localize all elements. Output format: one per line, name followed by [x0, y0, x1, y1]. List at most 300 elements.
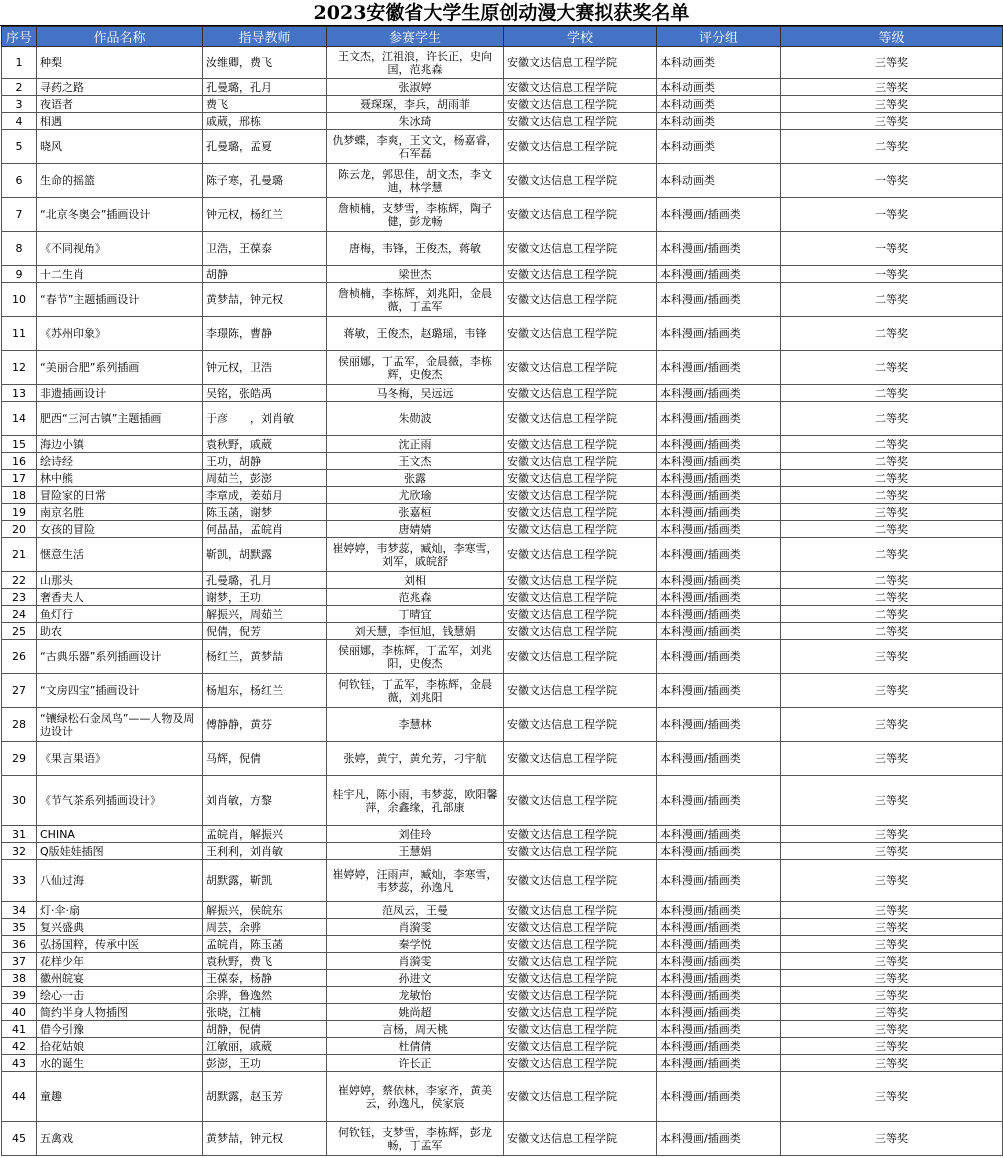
cell-no[interactable]: 20: [2, 521, 37, 538]
cell-no[interactable]: 10: [2, 283, 37, 317]
cell-work[interactable]: 晓风: [37, 130, 203, 164]
cell-no[interactable]: 3: [2, 96, 37, 113]
cell-students[interactable]: 詹桢楠，支梦雪，李栋辉，陶子健，彭龙畅: [327, 198, 504, 232]
cell-students[interactable]: 尤欣瑜: [327, 487, 504, 504]
cell-no[interactable]: 22: [2, 572, 37, 589]
cell-teacher[interactable]: 马辉，倪倩: [203, 742, 327, 776]
cell-students[interactable]: 詹桢楠，李栋辉，刘兆阳，金晨薇，丁孟军: [327, 283, 504, 317]
cell-school[interactable]: 安徽文达信息工程学院: [504, 487, 657, 504]
cell-school[interactable]: 安徽文达信息工程学院: [504, 674, 657, 708]
cell-school[interactable]: 安徽文达信息工程学院: [504, 640, 657, 674]
cell-level[interactable]: 二等奖: [781, 487, 1003, 504]
cell-teacher[interactable]: 胡默露，赵玉芳: [203, 1072, 327, 1122]
cell-no[interactable]: 41: [2, 1021, 37, 1038]
cell-level[interactable]: 一等奖: [781, 164, 1003, 198]
cell-teacher[interactable]: 王葆泰，杨静: [203, 970, 327, 987]
cell-work[interactable]: 非遗插画设计: [37, 385, 203, 402]
cell-work[interactable]: 鱼灯行: [37, 606, 203, 623]
cell-school[interactable]: 安徽文达信息工程学院: [504, 589, 657, 606]
cell-level[interactable]: 三等奖: [781, 987, 1003, 1004]
cell-no[interactable]: 5: [2, 130, 37, 164]
cell-teacher[interactable]: 袁秋野，费飞: [203, 953, 327, 970]
cell-group[interactable]: 本科漫画/插画类: [657, 970, 781, 987]
cell-work[interactable]: 灯·伞·扇: [37, 902, 203, 919]
cell-group[interactable]: 本科动画类: [657, 47, 781, 79]
cell-no[interactable]: 29: [2, 742, 37, 776]
cell-teacher[interactable]: 孔曼璐，孟夏: [203, 130, 327, 164]
cell-work[interactable]: 生命的摇篮: [37, 164, 203, 198]
cell-level[interactable]: 二等奖: [781, 589, 1003, 606]
cell-group[interactable]: 本科漫画/插画类: [657, 843, 781, 860]
cell-no[interactable]: 8: [2, 232, 37, 266]
cell-school[interactable]: 安徽文达信息工程学院: [504, 164, 657, 198]
cell-level[interactable]: 三等奖: [781, 79, 1003, 96]
cell-students[interactable]: 侯丽娜，李栋辉，丁孟军，刘兆阳，史俊杰: [327, 640, 504, 674]
cell-level[interactable]: 二等奖: [781, 351, 1003, 385]
cell-level[interactable]: 三等奖: [781, 860, 1003, 902]
cell-students[interactable]: 唐婧婧: [327, 521, 504, 538]
cell-no[interactable]: 33: [2, 860, 37, 902]
cell-school[interactable]: 安徽文达信息工程学院: [504, 1038, 657, 1055]
cell-students[interactable]: 唐梅，韦锋，王俊杰，蒋敏: [327, 232, 504, 266]
cell-school[interactable]: 安徽文达信息工程学院: [504, 96, 657, 113]
cell-teacher[interactable]: 王功，胡静: [203, 453, 327, 470]
cell-work[interactable]: 《果言果语》: [37, 742, 203, 776]
cell-work[interactable]: 童趣: [37, 1072, 203, 1122]
cell-level[interactable]: 二等奖: [781, 606, 1003, 623]
header-level[interactable]: 等级: [781, 27, 1003, 47]
cell-level[interactable]: 二等奖: [781, 385, 1003, 402]
cell-group[interactable]: 本科漫画/插画类: [657, 776, 781, 826]
cell-teacher[interactable]: 何晶晶，孟皖肖: [203, 521, 327, 538]
cell-no[interactable]: 43: [2, 1055, 37, 1072]
cell-students[interactable]: 刘佳玲: [327, 826, 504, 843]
cell-level[interactable]: 二等奖: [781, 521, 1003, 538]
cell-group[interactable]: 本科漫画/插画类: [657, 351, 781, 385]
cell-no[interactable]: 40: [2, 1004, 37, 1021]
cell-students[interactable]: 朱勋波: [327, 402, 504, 436]
cell-teacher[interactable]: 戚葳，邢栋: [203, 113, 327, 130]
cell-group[interactable]: 本科漫画/插画类: [657, 453, 781, 470]
cell-school[interactable]: 安徽文达信息工程学院: [504, 283, 657, 317]
cell-work[interactable]: 相遇: [37, 113, 203, 130]
cell-no[interactable]: 25: [2, 623, 37, 640]
cell-teacher[interactable]: 解振兴，周茹兰: [203, 606, 327, 623]
cell-group[interactable]: 本科漫画/插画类: [657, 1072, 781, 1122]
cell-work[interactable]: 寻药之路: [37, 79, 203, 96]
cell-no[interactable]: 4: [2, 113, 37, 130]
cell-school[interactable]: 安徽文达信息工程学院: [504, 1004, 657, 1021]
cell-no[interactable]: 6: [2, 164, 37, 198]
cell-teacher[interactable]: 黄梦喆，钟元权: [203, 1122, 327, 1156]
cell-work[interactable]: 肥西“三河古镇”主题插画: [37, 402, 203, 436]
cell-work[interactable]: 女孩的冒险: [37, 521, 203, 538]
cell-work[interactable]: 复兴盛典: [37, 919, 203, 936]
cell-work[interactable]: 惬意生活: [37, 538, 203, 572]
cell-students[interactable]: 陈云龙，郭思佳，胡文杰，李文迪，林学慧: [327, 164, 504, 198]
cell-group[interactable]: 本科漫画/插画类: [657, 521, 781, 538]
cell-group[interactable]: 本科漫画/插画类: [657, 623, 781, 640]
cell-no[interactable]: 31: [2, 826, 37, 843]
cell-students[interactable]: 仇梦蝶，李爽，王文文，杨嘉睿，石军磊: [327, 130, 504, 164]
cell-level[interactable]: 二等奖: [781, 402, 1003, 436]
cell-students[interactable]: 梁世杰: [327, 266, 504, 283]
cell-school[interactable]: 安徽文达信息工程学院: [504, 351, 657, 385]
cell-students[interactable]: 姚尚超: [327, 1004, 504, 1021]
cell-school[interactable]: 安徽文达信息工程学院: [504, 521, 657, 538]
cell-level[interactable]: 三等奖: [781, 919, 1003, 936]
cell-work[interactable]: 《节气茶系列插画设计》: [37, 776, 203, 826]
cell-no[interactable]: 27: [2, 674, 37, 708]
cell-students[interactable]: 张婷，黄宁，黄允芳，刁宇航: [327, 742, 504, 776]
cell-school[interactable]: 安徽文达信息工程学院: [504, 970, 657, 987]
cell-level[interactable]: 二等奖: [781, 453, 1003, 470]
cell-school[interactable]: 安徽文达信息工程学院: [504, 987, 657, 1004]
header-school[interactable]: 学校: [504, 27, 657, 47]
cell-teacher[interactable]: 李璟陈，曹静: [203, 317, 327, 351]
cell-students[interactable]: 王慧娟: [327, 843, 504, 860]
cell-level[interactable]: 三等奖: [781, 953, 1003, 970]
cell-level[interactable]: 三等奖: [781, 1122, 1003, 1156]
cell-level[interactable]: 三等奖: [781, 776, 1003, 826]
cell-students[interactable]: 何钦钰，支梦雪，李栋辉，彭龙畅，丁孟军: [327, 1122, 504, 1156]
cell-level[interactable]: 三等奖: [781, 902, 1003, 919]
cell-students[interactable]: 何钦钰，丁孟军，李栋辉，金晨薇，刘兆阳: [327, 674, 504, 708]
cell-teacher[interactable]: 汝维卿，费飞: [203, 47, 327, 79]
cell-group[interactable]: 本科漫画/插画类: [657, 504, 781, 521]
cell-students[interactable]: 王文杰，江祖浪，许长正，史向国，范兆森: [327, 47, 504, 79]
cell-no[interactable]: 15: [2, 436, 37, 453]
cell-no[interactable]: 36: [2, 936, 37, 953]
cell-students[interactable]: 聂琛琛，李兵，胡雨菲: [327, 96, 504, 113]
cell-group[interactable]: 本科漫画/插画类: [657, 826, 781, 843]
cell-work[interactable]: 拾花姑娘: [37, 1038, 203, 1055]
cell-teacher[interactable]: 孔曼璐，孔月: [203, 572, 327, 589]
cell-students[interactable]: 崔婷婷，蔡依林，李家齐，黄美云，孙逸凡，侯家宸: [327, 1072, 504, 1122]
cell-students[interactable]: 刘天慧，李恒旭，钱慧娟: [327, 623, 504, 640]
cell-work[interactable]: “文房四宝”插画设计: [37, 674, 203, 708]
cell-teacher[interactable]: 胡静: [203, 266, 327, 283]
cell-school[interactable]: 安徽文达信息工程学院: [504, 232, 657, 266]
cell-school[interactable]: 安徽文达信息工程学院: [504, 843, 657, 860]
cell-school[interactable]: 安徽文达信息工程学院: [504, 538, 657, 572]
cell-teacher[interactable]: 倪倩，倪芳: [203, 623, 327, 640]
cell-level[interactable]: 三等奖: [781, 970, 1003, 987]
cell-no[interactable]: 45: [2, 1122, 37, 1156]
cell-school[interactable]: 安徽文达信息工程学院: [504, 919, 657, 936]
cell-work[interactable]: 借今引豫: [37, 1021, 203, 1038]
cell-students[interactable]: 肖漪雯: [327, 953, 504, 970]
cell-no[interactable]: 42: [2, 1038, 37, 1055]
cell-no[interactable]: 30: [2, 776, 37, 826]
cell-work[interactable]: 助农: [37, 623, 203, 640]
cell-no[interactable]: 7: [2, 198, 37, 232]
cell-students[interactable]: 许长正: [327, 1055, 504, 1072]
cell-school[interactable]: 安徽文达信息工程学院: [504, 708, 657, 742]
cell-no[interactable]: 21: [2, 538, 37, 572]
cell-students[interactable]: 刘相: [327, 572, 504, 589]
cell-group[interactable]: 本科漫画/插画类: [657, 317, 781, 351]
cell-teacher[interactable]: 吴铭，张皓禹: [203, 385, 327, 402]
cell-group[interactable]: 本科漫画/插画类: [657, 708, 781, 742]
cell-teacher[interactable]: 江敏丽，戚葳: [203, 1038, 327, 1055]
cell-school[interactable]: 安徽文达信息工程学院: [504, 606, 657, 623]
cell-school[interactable]: 安徽文达信息工程学院: [504, 1072, 657, 1122]
cell-students[interactable]: 丁晴宜: [327, 606, 504, 623]
cell-work[interactable]: “古典乐器”系列插画设计: [37, 640, 203, 674]
cell-students[interactable]: 崔婷婷，韦梦蕊，臧灿，李寒雪，刘军，戚皖舒: [327, 538, 504, 572]
cell-students[interactable]: 龙敏怡: [327, 987, 504, 1004]
cell-work[interactable]: “春节”主题插画设计: [37, 283, 203, 317]
cell-students[interactable]: 马冬梅，吴远远: [327, 385, 504, 402]
cell-group[interactable]: 本科动画类: [657, 79, 781, 96]
cell-no[interactable]: 28: [2, 708, 37, 742]
cell-work[interactable]: 十二生肖: [37, 266, 203, 283]
cell-group[interactable]: 本科漫画/插画类: [657, 902, 781, 919]
cell-level[interactable]: 三等奖: [781, 504, 1003, 521]
cell-school[interactable]: 安徽文达信息工程学院: [504, 1122, 657, 1156]
header-no[interactable]: 序号: [2, 27, 37, 47]
cell-level[interactable]: 三等奖: [781, 640, 1003, 674]
cell-school[interactable]: 安徽文达信息工程学院: [504, 860, 657, 902]
cell-no[interactable]: 14: [2, 402, 37, 436]
cell-work[interactable]: 林中熊: [37, 470, 203, 487]
cell-group[interactable]: 本科漫画/插画类: [657, 487, 781, 504]
cell-group[interactable]: 本科漫画/插画类: [657, 742, 781, 776]
cell-level[interactable]: 三等奖: [781, 1072, 1003, 1122]
cell-teacher[interactable]: 袁秋野，戚葳: [203, 436, 327, 453]
cell-work[interactable]: 八仙过海: [37, 860, 203, 902]
cell-teacher[interactable]: 卫浩，王葆泰: [203, 232, 327, 266]
cell-work[interactable]: 水的诞生: [37, 1055, 203, 1072]
cell-work[interactable]: “镶绿松石金凤鸟”——人物及周边设计: [37, 708, 203, 742]
cell-no[interactable]: 24: [2, 606, 37, 623]
cell-no[interactable]: 35: [2, 919, 37, 936]
cell-group[interactable]: 本科漫画/插画类: [657, 606, 781, 623]
cell-no[interactable]: 23: [2, 589, 37, 606]
cell-no[interactable]: 2: [2, 79, 37, 96]
cell-work[interactable]: 《不同视角》: [37, 232, 203, 266]
cell-work[interactable]: 夜语者: [37, 96, 203, 113]
cell-no[interactable]: 34: [2, 902, 37, 919]
cell-no[interactable]: 17: [2, 470, 37, 487]
header-work[interactable]: 作品名称: [37, 27, 203, 47]
cell-group[interactable]: 本科漫画/插画类: [657, 674, 781, 708]
cell-group[interactable]: 本科漫画/插画类: [657, 1122, 781, 1156]
cell-students[interactable]: 杜倩倩: [327, 1038, 504, 1055]
cell-level[interactable]: 三等奖: [781, 1021, 1003, 1038]
cell-teacher[interactable]: 孔曼璐，孔月: [203, 79, 327, 96]
cell-teacher[interactable]: 张晓，江楠: [203, 1004, 327, 1021]
cell-school[interactable]: 安徽文达信息工程学院: [504, 572, 657, 589]
cell-level[interactable]: 二等奖: [781, 436, 1003, 453]
cell-teacher[interactable]: 靳凯，胡默露: [203, 538, 327, 572]
cell-school[interactable]: 安徽文达信息工程学院: [504, 453, 657, 470]
cell-group[interactable]: 本科漫画/插画类: [657, 572, 781, 589]
cell-school[interactable]: 安徽文达信息工程学院: [504, 130, 657, 164]
cell-school[interactable]: 安徽文达信息工程学院: [504, 902, 657, 919]
cell-teacher[interactable]: 胡静，倪倩: [203, 1021, 327, 1038]
cell-work[interactable]: 简约半身人物插图: [37, 1004, 203, 1021]
cell-level[interactable]: 三等奖: [781, 708, 1003, 742]
cell-school[interactable]: 安徽文达信息工程学院: [504, 47, 657, 79]
cell-group[interactable]: 本科漫画/插画类: [657, 640, 781, 674]
cell-level[interactable]: 三等奖: [781, 826, 1003, 843]
cell-level[interactable]: 二等奖: [781, 283, 1003, 317]
cell-level[interactable]: 三等奖: [781, 742, 1003, 776]
cell-level[interactable]: 三等奖: [781, 1038, 1003, 1055]
cell-level[interactable]: 一等奖: [781, 232, 1003, 266]
cell-teacher[interactable]: 孟皖肖，解振兴: [203, 826, 327, 843]
cell-group[interactable]: 本科漫画/插画类: [657, 1021, 781, 1038]
cell-teacher[interactable]: 杨旭东，杨红兰: [203, 674, 327, 708]
cell-level[interactable]: 三等奖: [781, 674, 1003, 708]
cell-no[interactable]: 44: [2, 1072, 37, 1122]
cell-work[interactable]: 绘诗经: [37, 453, 203, 470]
cell-no[interactable]: 13: [2, 385, 37, 402]
cell-teacher[interactable]: 刘肖敏，方黎: [203, 776, 327, 826]
cell-no[interactable]: 26: [2, 640, 37, 674]
cell-school[interactable]: 安徽文达信息工程学院: [504, 79, 657, 96]
cell-group[interactable]: 本科漫画/插画类: [657, 402, 781, 436]
cell-group[interactable]: 本科漫画/插画类: [657, 266, 781, 283]
cell-school[interactable]: 安徽文达信息工程学院: [504, 936, 657, 953]
cell-students[interactable]: 范凤云，王曼: [327, 902, 504, 919]
cell-students[interactable]: 张嘉桓: [327, 504, 504, 521]
cell-level[interactable]: 三等奖: [781, 843, 1003, 860]
cell-group[interactable]: 本科漫画/插画类: [657, 1038, 781, 1055]
cell-group[interactable]: 本科动画类: [657, 96, 781, 113]
cell-group[interactable]: 本科漫画/插画类: [657, 436, 781, 453]
cell-students[interactable]: 桂宇凡，陈小雨，韦梦蕊，欧阳馨萍，余鑫缘，孔部康: [327, 776, 504, 826]
cell-work[interactable]: 《苏州印象》: [37, 317, 203, 351]
cell-no[interactable]: 9: [2, 266, 37, 283]
cell-group[interactable]: 本科漫画/插画类: [657, 987, 781, 1004]
cell-no[interactable]: 11: [2, 317, 37, 351]
cell-no[interactable]: 37: [2, 953, 37, 970]
cell-no[interactable]: 18: [2, 487, 37, 504]
cell-level[interactable]: 一等奖: [781, 266, 1003, 283]
cell-level[interactable]: 二等奖: [781, 130, 1003, 164]
cell-school[interactable]: 安徽文达信息工程学院: [504, 436, 657, 453]
cell-students[interactable]: 肖漪雯: [327, 919, 504, 936]
cell-work[interactable]: 种梨: [37, 47, 203, 79]
cell-work[interactable]: 绘心一击: [37, 987, 203, 1004]
cell-level[interactable]: 三等奖: [781, 1055, 1003, 1072]
cell-group[interactable]: 本科漫画/插画类: [657, 919, 781, 936]
cell-group[interactable]: 本科漫画/插画类: [657, 385, 781, 402]
cell-students[interactable]: 张淑婷: [327, 79, 504, 96]
cell-work[interactable]: 弘扬国粹，传承中医: [37, 936, 203, 953]
cell-group[interactable]: 本科动画类: [657, 130, 781, 164]
cell-level[interactable]: 三等奖: [781, 47, 1003, 79]
cell-level[interactable]: 三等奖: [781, 113, 1003, 130]
cell-teacher[interactable]: 钟元权，卫浩: [203, 351, 327, 385]
cell-work[interactable]: 冒险家的日常: [37, 487, 203, 504]
cell-group[interactable]: 本科漫画/插画类: [657, 589, 781, 606]
cell-no[interactable]: 1: [2, 47, 37, 79]
cell-group[interactable]: 本科动画类: [657, 164, 781, 198]
cell-work[interactable]: “美丽合肥”系列插画: [37, 351, 203, 385]
cell-group[interactable]: 本科漫画/插画类: [657, 1004, 781, 1021]
cell-school[interactable]: 安徽文达信息工程学院: [504, 402, 657, 436]
cell-students[interactable]: 侯丽娜，丁孟军，金晨薇，李栋辉，史俊杰: [327, 351, 504, 385]
cell-no[interactable]: 39: [2, 987, 37, 1004]
cell-group[interactable]: 本科漫画/插画类: [657, 232, 781, 266]
cell-work[interactable]: “北京冬奥会”插画设计: [37, 198, 203, 232]
cell-teacher[interactable]: 钟元权，杨红兰: [203, 198, 327, 232]
header-group[interactable]: 评分组: [657, 27, 781, 47]
cell-school[interactable]: 安徽文达信息工程学院: [504, 623, 657, 640]
cell-level[interactable]: 三等奖: [781, 1004, 1003, 1021]
cell-teacher[interactable]: 孟皖肖，陈玉菡: [203, 936, 327, 953]
cell-teacher[interactable]: 李章成，姜茹月: [203, 487, 327, 504]
cell-teacher[interactable]: 解振兴，侯皖东: [203, 902, 327, 919]
cell-work[interactable]: 徽州皖宴: [37, 970, 203, 987]
cell-work[interactable]: 奢香夫人: [37, 589, 203, 606]
cell-group[interactable]: 本科漫画/插画类: [657, 1055, 781, 1072]
cell-level[interactable]: 三等奖: [781, 96, 1003, 113]
cell-work[interactable]: 南京名胜: [37, 504, 203, 521]
cell-level[interactable]: 一等奖: [781, 198, 1003, 232]
cell-school[interactable]: 安徽文达信息工程学院: [504, 504, 657, 521]
cell-group[interactable]: 本科动画类: [657, 113, 781, 130]
cell-group[interactable]: 本科漫画/插画类: [657, 538, 781, 572]
header-teacher[interactable]: 指导教师: [203, 27, 327, 47]
cell-students[interactable]: 言杨，周天桃: [327, 1021, 504, 1038]
cell-teacher[interactable]: 傅静静，黄芬: [203, 708, 327, 742]
cell-work[interactable]: 海边小镇: [37, 436, 203, 453]
cell-students[interactable]: 朱冰琦: [327, 113, 504, 130]
cell-work[interactable]: CHINA: [37, 826, 203, 843]
cell-level[interactable]: 二等奖: [781, 572, 1003, 589]
cell-teacher[interactable]: 周芸，余骅: [203, 919, 327, 936]
cell-no[interactable]: 12: [2, 351, 37, 385]
cell-work[interactable]: 花样少年: [37, 953, 203, 970]
cell-no[interactable]: 32: [2, 843, 37, 860]
cell-group[interactable]: 本科漫画/插画类: [657, 860, 781, 902]
cell-school[interactable]: 安徽文达信息工程学院: [504, 953, 657, 970]
cell-students[interactable]: 王文杰: [327, 453, 504, 470]
cell-work[interactable]: 山那头: [37, 572, 203, 589]
cell-school[interactable]: 安徽文达信息工程学院: [504, 385, 657, 402]
cell-students[interactable]: 沈正雨: [327, 436, 504, 453]
cell-students[interactable]: 秦学悦: [327, 936, 504, 953]
cell-school[interactable]: 安徽文达信息工程学院: [504, 470, 657, 487]
cell-teacher[interactable]: 陈子寒，孔曼璐: [203, 164, 327, 198]
cell-school[interactable]: 安徽文达信息工程学院: [504, 1055, 657, 1072]
cell-level[interactable]: 三等奖: [781, 936, 1003, 953]
cell-school[interactable]: 安徽文达信息工程学院: [504, 113, 657, 130]
cell-students[interactable]: 张露: [327, 470, 504, 487]
cell-teacher[interactable]: 谢梦，王功: [203, 589, 327, 606]
cell-teacher[interactable]: 王利利，刘肖敏: [203, 843, 327, 860]
cell-teacher[interactable]: 胡默露，靳凯: [203, 860, 327, 902]
cell-group[interactable]: 本科漫画/插画类: [657, 953, 781, 970]
cell-work[interactable]: 五禽戏: [37, 1122, 203, 1156]
cell-level[interactable]: 二等奖: [781, 623, 1003, 640]
cell-teacher[interactable]: 杨红兰，黄梦喆: [203, 640, 327, 674]
cell-group[interactable]: 本科漫画/插画类: [657, 470, 781, 487]
cell-school[interactable]: 安徽文达信息工程学院: [504, 317, 657, 351]
cell-group[interactable]: 本科漫画/插画类: [657, 198, 781, 232]
cell-level[interactable]: 二等奖: [781, 470, 1003, 487]
cell-teacher[interactable]: 余骅，鲁逸然: [203, 987, 327, 1004]
cell-teacher[interactable]: 周茹兰，彭澎: [203, 470, 327, 487]
cell-level[interactable]: 二等奖: [781, 317, 1003, 351]
cell-teacher[interactable]: 彭澎，王功: [203, 1055, 327, 1072]
cell-teacher[interactable]: 于彦 ，刘肖敏: [203, 402, 327, 436]
